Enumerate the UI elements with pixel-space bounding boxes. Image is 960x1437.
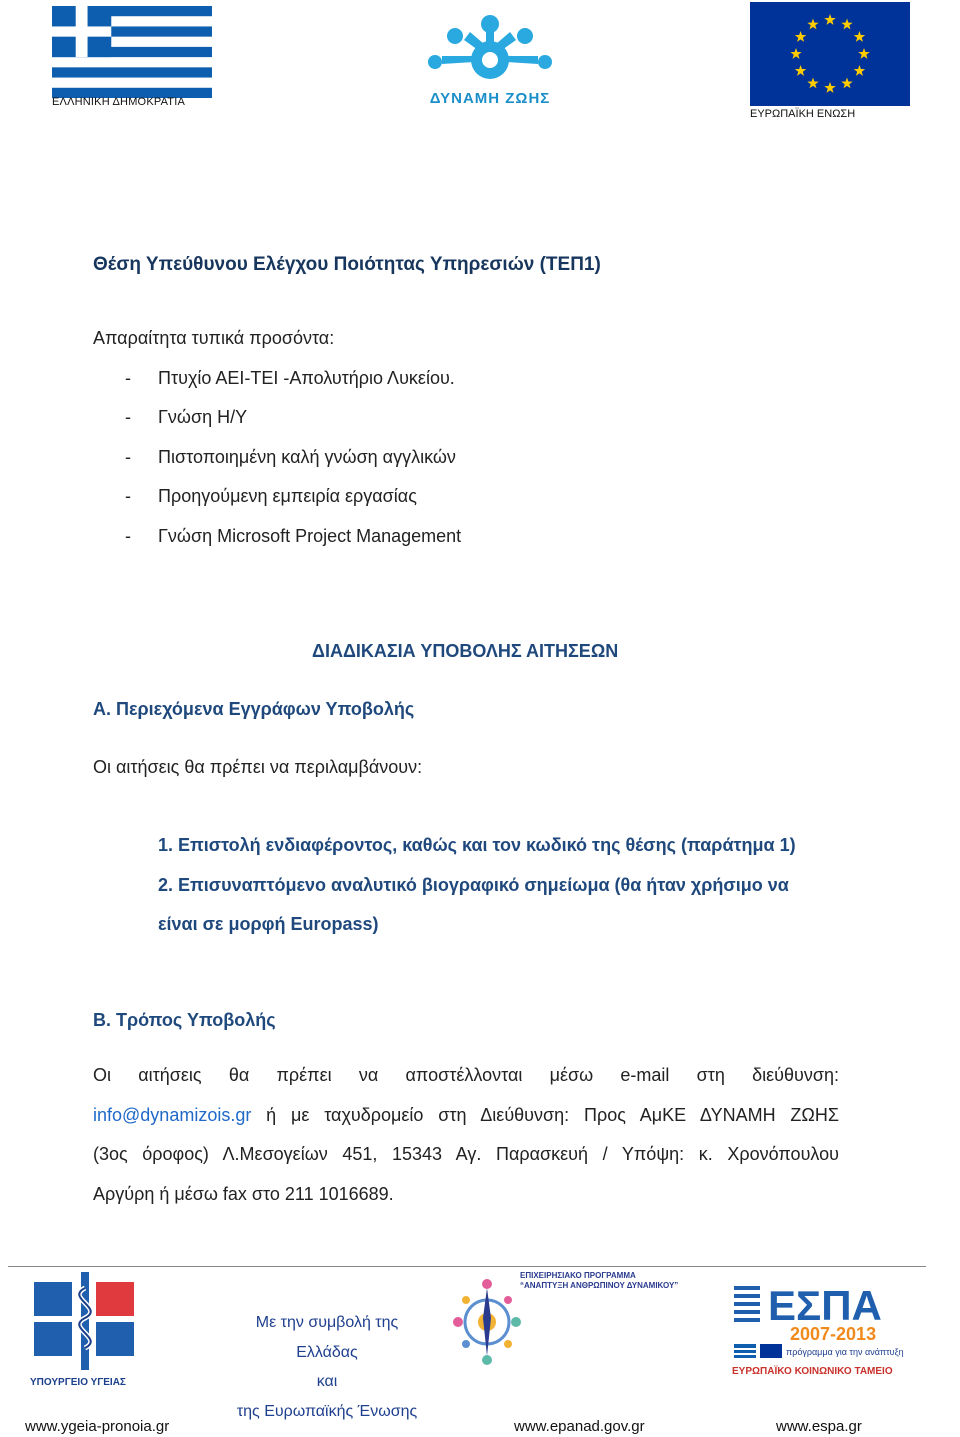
epanad-compass-logo: [452, 1270, 522, 1370]
submission-line: Αργύρη ή μέσω fax στο 211 1016689.: [93, 1184, 394, 1204]
bullet-dash: -: [125, 447, 131, 467]
espa-fund-caption: ΕΥΡΩΠΑΪΚΟ ΚΟΙΝΩΝΙΚΟ ΤΑΜΕΙΟ: [732, 1366, 893, 1377]
contribution-text: [226, 1308, 428, 1426]
dynami-zois-caption: ΔΥΝΑΜΗ ΖΩΗΣ: [429, 90, 551, 107]
epanad-title-line: “ΑΝΑΠΤΥΞΗ ΑΝΘΡΩΠΙΝΟΥ ΔΥΝΑΜΙΚΟΥ”: [520, 1281, 679, 1290]
qualifications-label: Απαραίτητα τυπικά προσόντα:: [93, 328, 335, 348]
espa-logo: [732, 1278, 907, 1368]
footer-divider: [8, 1266, 926, 1267]
greek-flag: [52, 6, 212, 98]
dynami-zois-logo: [400, 10, 580, 90]
espa-tagline: πρόγραμμα για την ανάπτυξη: [786, 1347, 904, 1357]
espa-wordmark: ΕΣΠΑ: [768, 1282, 882, 1329]
url-espa[interactable]: www.espa.gr: [776, 1418, 862, 1435]
url-epanad[interactable]: www.epanad.gov.gr: [514, 1418, 645, 1435]
contribution-line: της Ευρωπαϊκής Ένωσης: [236, 1402, 418, 1420]
greece-caption: ΕΛΛΗΝΙΚΗ ΔΗΜΟΚΡΑΤΙΑ: [52, 96, 186, 108]
ministry-caption: ΥΠΟΥΡΓΕΙΟ ΥΓΕΙΑΣ: [30, 1377, 126, 1388]
epanad-title-line: ΕΠΙΧΕΙΡΗΣΙΑΚΟ ΠΡΟΓΡΑΜΜΑ: [520, 1271, 636, 1280]
procedure-heading: ΔΙΑΔΙΚΑΣΙΑ ΥΠΟΒΟΛΗΣ ΑΙΤΗΣΕΩΝ: [312, 641, 619, 661]
eu-caption: ΕΥΡΩΠΑΪΚΗ ΕΝΩΣΗ: [750, 108, 856, 120]
numbered-item: 1. Επιστολή ενδιαφέροντος, καθώς και τον κωδικό της θέσης (παράτημα 1): [158, 835, 796, 855]
epanad-title: [520, 1271, 690, 1291]
section-a-intro: Οι αιτήσεις θα πρέπει να περιλαμβάνουν:: [93, 757, 423, 777]
qualification-item: [0, 486, 900, 506]
contribution-line: Ελλάδας: [296, 1343, 358, 1361]
bullet-dash: -: [125, 486, 131, 506]
qualification-text: Πτυχίο ΑΕΙ-ΤΕΙ -Απολυτήριο Λυκείου.: [158, 368, 455, 388]
bullet-dash: -: [125, 368, 131, 388]
submission-line: Οι αιτήσεις θα πρέπει να αποστέλλονται μέσω e-mail στη διεύθυνση:: [93, 1065, 839, 1085]
ministry-of-health-logo: [30, 1268, 140, 1376]
job-title: Θέση Υπεύθυνου Ελέγχου Ποιότητας Υπηρεσιών (ΤΕΠ1): [93, 254, 601, 275]
section-b-heading: Β. Τρόπος Υποβολής: [93, 1010, 276, 1030]
submission-line: [93, 1105, 839, 1126]
email-link[interactable]: info@dynamizois.gr: [93, 1105, 252, 1125]
qualification-item: [0, 526, 900, 546]
qualification-item: [0, 447, 900, 467]
eu-flag: [750, 2, 910, 106]
section-a-heading: Α. Περιεχόμενα Εγγράφων Υποβολής: [93, 699, 415, 719]
numbered-item-continuation: είναι σε μορφή Europass): [158, 914, 379, 934]
qualification-text: Γνώση Η/Υ: [158, 407, 248, 427]
qualification-item: [0, 368, 900, 388]
qualification-text: Πιστοποιημένη καλή γνώση αγγλικών: [158, 447, 456, 467]
qualification-text: Γνώση Microsoft Project Management: [158, 526, 462, 546]
bullet-dash: -: [125, 407, 131, 427]
qualification-item: [0, 407, 900, 427]
espa-years: 2007-2013: [790, 1324, 877, 1344]
submission-text: ή με ταχυδρομείο στη Διεύθυνση: Προς ΑμΚΕ ΔΥΝΑΜΗ ΖΩΗΣ: [251, 1105, 839, 1125]
contribution-line: και: [316, 1373, 338, 1390]
contribution-line: Με την συμβολή της: [255, 1314, 399, 1331]
bullet-dash: -: [125, 526, 131, 546]
url-ygeia-pronoia[interactable]: www.ygeia-pronoia.gr: [25, 1418, 170, 1435]
submission-line: (3ος όροφος) Λ.Μεσογείων 451, 15343 Αγ. Παρασκευή / Υπόψη: κ. Χρονόπουλου: [93, 1144, 839, 1164]
qualification-text: Προηγούμενη εμπειρία εργασίας: [158, 486, 417, 506]
numbered-item: 2. Επισυναπτόμενο αναλυτικό βιογραφικό σημείωμα (θα ήταν χρήσιμο να: [158, 875, 789, 895]
